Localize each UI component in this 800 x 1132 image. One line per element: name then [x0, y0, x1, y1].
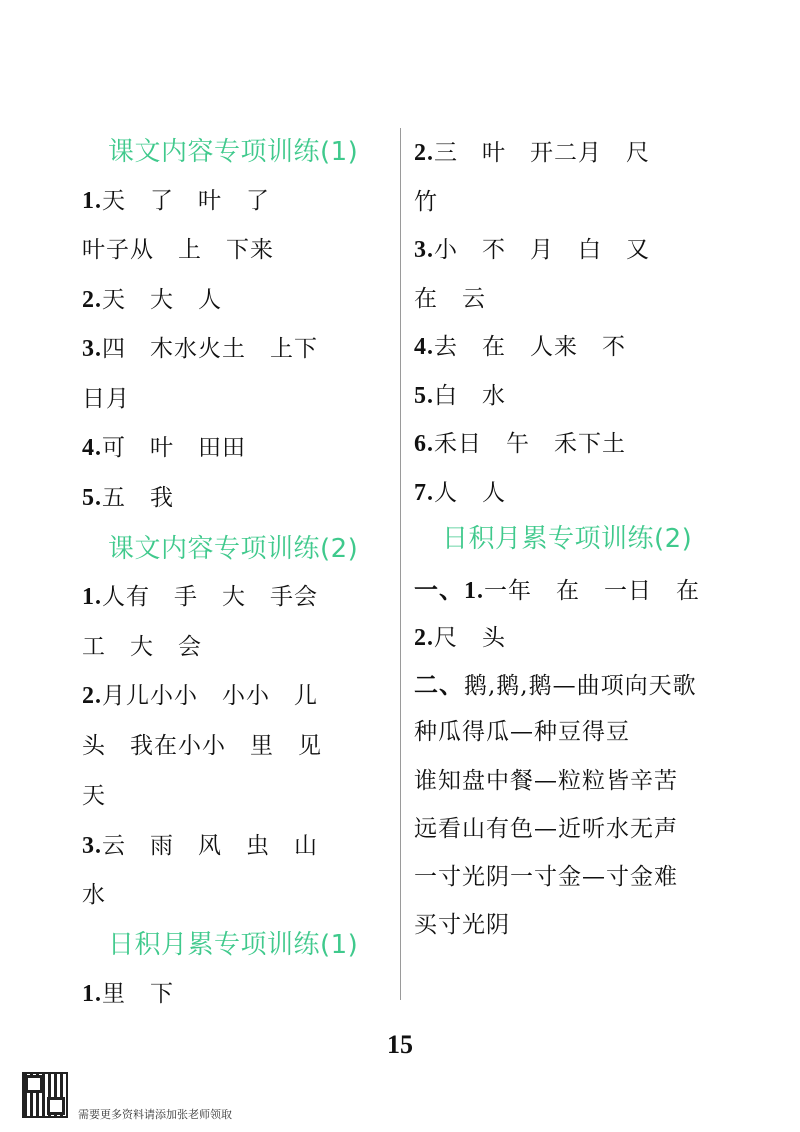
answer-line: [82, 479, 174, 512]
item-number: 5.: [82, 485, 102, 511]
section-heading: 日积月累专项训练(1): [108, 930, 359, 960]
answer-line: [414, 619, 506, 652]
answer-text: 去 在 人来 不: [434, 334, 626, 360]
footer-note: 需要更多资料请添加张老师领取: [78, 1108, 232, 1121]
answer-line: 天: [82, 783, 106, 809]
answer-text: 一年 在 一日 在: [484, 578, 700, 604]
item-number: 4.: [414, 334, 434, 360]
answer-line: [414, 231, 650, 264]
answer-text: 四 木水火土 上下: [102, 336, 318, 362]
answer-line: [414, 665, 697, 700]
answer-text: 五 我: [102, 485, 174, 511]
answer-text: 人有 手 大 手会: [102, 584, 318, 610]
section-heading: 课文内容专项训练(1): [108, 137, 359, 167]
answer-line: 在 云: [414, 286, 486, 312]
answer-text: 尺 头: [434, 625, 506, 651]
answer-line: 谁知盘中餐—粒粒皆辛苦: [414, 768, 678, 794]
answer-line: 工 大 会: [82, 634, 202, 660]
answer-text: 人 人: [434, 480, 506, 506]
answer-line: 种瓜得瓜—种豆得豆: [414, 719, 630, 745]
answer-line: [82, 330, 318, 363]
answer-text: 小 不 月 白 又: [434, 237, 650, 263]
answer-text: 白 水: [434, 383, 506, 409]
section-heading: 日积月累专项训练(2): [442, 524, 693, 554]
page-number: 15: [387, 1030, 413, 1059]
item-number: 3.: [414, 237, 434, 263]
answer-text: 里 下: [102, 981, 174, 1007]
answer-line: [82, 429, 246, 462]
answer-line: 远看山有色—近听水无声: [414, 816, 678, 842]
qr-code-icon: [22, 1072, 68, 1118]
answer-line: [82, 182, 270, 215]
answer-line: [82, 975, 174, 1008]
answer-text: 天 了 叶 了: [102, 188, 270, 214]
item-number: 1.: [82, 584, 102, 610]
item-number: 3.: [82, 833, 102, 859]
answer-text: 天 大 人: [102, 287, 222, 313]
answer-line: [414, 134, 650, 167]
answer-line: [82, 677, 318, 710]
item-number: 2.: [414, 625, 434, 651]
item-number: 一、1.: [414, 578, 484, 604]
answer-line: 竹: [414, 189, 438, 215]
item-number: 7.: [414, 480, 434, 506]
item-number: 3.: [82, 336, 102, 362]
item-number: 2.: [414, 140, 434, 166]
answer-line: [414, 474, 506, 507]
answer-text: 云 雨 风 虫 山: [102, 833, 318, 859]
answer-line: 日月: [82, 386, 130, 412]
item-number: 二、: [414, 673, 464, 699]
item-number: 4.: [82, 435, 102, 461]
answer-line: 买寸光阴: [414, 912, 510, 938]
answer-line: [82, 827, 318, 860]
column-divider: [400, 128, 401, 1000]
item-number: 6.: [414, 431, 434, 457]
answer-text: 禾日 午 禾下土: [434, 431, 626, 457]
item-number: 1.: [82, 981, 102, 1007]
section-heading: 课文内容专项训练(2): [108, 534, 359, 564]
answer-line: 叶子从 上 下来: [82, 237, 274, 263]
answer-line: [82, 281, 222, 314]
answer-line: [414, 570, 700, 605]
answer-line: 水: [82, 882, 106, 908]
item-number: 2.: [82, 287, 102, 313]
item-number: 1.: [82, 188, 102, 214]
answer-line: [414, 425, 626, 458]
answer-text: 三 叶 开二月 尺: [434, 140, 650, 166]
answer-line: 一寸光阴一寸金—寸金难: [414, 864, 678, 890]
answer-line: [414, 328, 626, 361]
answer-line: [82, 578, 318, 611]
answer-text: 可 叶 田田: [102, 435, 246, 461]
answer-line: 头 我在小小 里 见: [82, 733, 322, 759]
item-number: 2.: [82, 683, 102, 709]
answer-text: 鹅,鹅,鹅—曲项向天歌: [464, 673, 697, 699]
answer-line: [414, 377, 506, 410]
answer-text: 月儿小小 小小 儿: [102, 683, 318, 709]
item-number: 5.: [414, 383, 434, 409]
